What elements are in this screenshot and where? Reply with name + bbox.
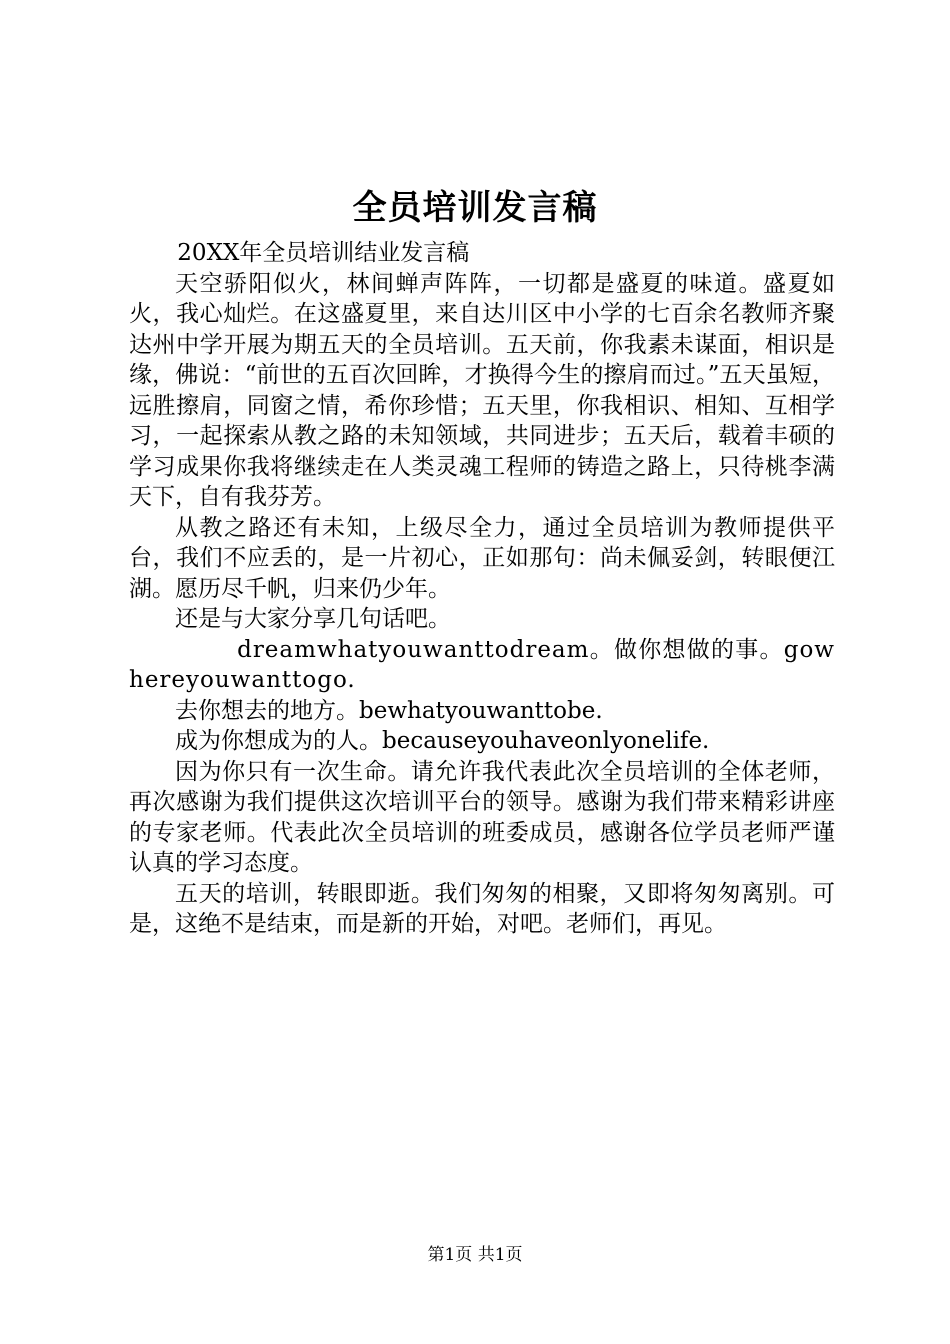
body-paragraph: dreamwhatyouwanttodream。做你想做的事。gowhereyouwanttogo. bbox=[129, 636, 835, 693]
document-body bbox=[129, 238, 835, 940]
body-paragraph: 从教之路还有未知，上级尽全力，通过全员培训为教师提供平台，我们不应丢的，是一片初心，正如那句：尚未佩妥剑，转眼便江湖。愿历尽千帆，归来仍少年。 bbox=[129, 514, 835, 602]
body-paragraph: 五天的培训，转眼即逝。我们匆匆的相聚，又即将匆匆离别。可是，这绝不是结束，而是新的开始，对吧。老师们，再见。 bbox=[129, 880, 835, 937]
body-paragraph: 还是与大家分享几句话吧。 bbox=[175, 606, 451, 632]
body-paragraph: 天空骄阳似火，林间蝉声阵阵，一切都是盛夏的味道。盛夏如火，我心灿烂。在这盛夏里，来自达川区中小学的七百余名教师齐聚达州中学开展为期五天的全员培训。五天前，你我素未谋面，相识是缘，佛说：“前世的五百次回眸，才换得今生的擦肩而过。”五天虽短，远胜擦肩，同窗之情，希你珍惜；五天里，你我相识、相知、互相学习，一起探索从教之路的未知领域，共同进步；五天后，载着丰硕的学习成果你我将继续走在人类灵魂工程师的铸造之路上，只待桃李满天下，自有我芬芳。 bbox=[129, 270, 835, 510]
body-paragraph: 成为你想成为的人。becauseyouhaveonlyonelife. bbox=[175, 728, 710, 754]
document-subtitle: 20XX年全员培训结业发言稿 bbox=[177, 240, 470, 266]
body-paragraph: 去你想去的地方。bewhatyouwanttobe. bbox=[175, 697, 603, 724]
body-paragraph: 因为你只有一次生命。请允许我代表此次全员培训的全体老师，再次感谢为我们提供这次培训平台的领导。感谢为我们带来精彩讲座的专家老师。代表此次全员培训的班委成员，感谢各位学员老师严谨认真的学习态度。 bbox=[129, 758, 835, 876]
page-number-footer: 第1页 共1页 bbox=[427, 1245, 523, 1265]
page-title: 全员培训发言稿 bbox=[352, 188, 598, 228]
